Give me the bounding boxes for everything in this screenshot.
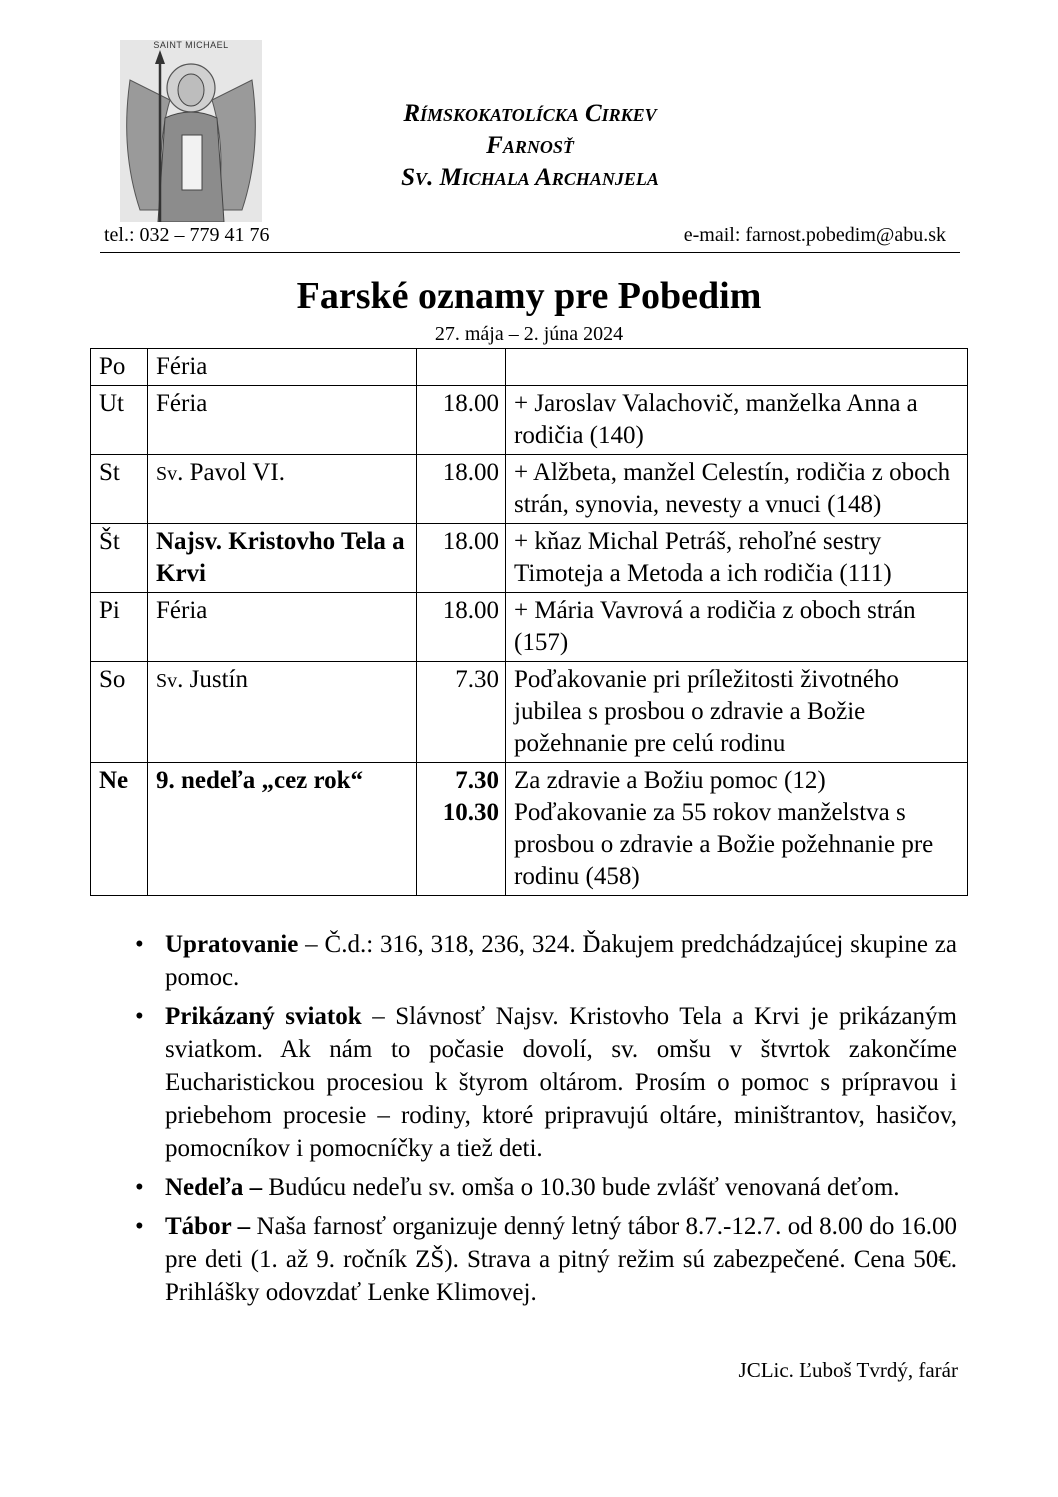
schedule-row [91,386,968,455]
announcement-heading: Upratovanie [165,931,299,958]
bullet-icon: • [135,1213,144,1240]
time-cell [417,763,506,896]
schedule-row [91,455,968,524]
mass-intention: Poďakovanie pri príležitosti životného jubilea s prosbou o zdravie a Božie požehnanie pre celú rodinu [514,666,899,757]
feast-cell [148,455,417,524]
feast-cell [148,593,417,662]
day-cell: Po [91,349,148,386]
header-divider [100,252,960,253]
saint-michael-icon [120,40,262,222]
signature: JCLic. Ľuboš Tvrdý, farár [738,1358,958,1382]
org-line1: Rímskokatolícka Cirkev [403,100,657,127]
org-name [290,98,770,194]
intention-cell [506,524,968,593]
mass-time: 18.00 [442,528,499,555]
mass-intention: + Alžbeta, manžel Celestín, rodičia z oboch strán, synovia, nevesty a vnuci (148) [514,459,951,518]
icon-caption-line1: SAINT MICHAEL [153,40,229,50]
schedule-row [91,763,968,896]
bullet-icon: • [135,1174,144,1201]
schedule-row [91,349,968,386]
time-cell [417,349,506,386]
time-cell [417,524,506,593]
time-cell [417,662,506,763]
feast-cell [148,662,417,763]
mass-time: 18.00 [442,597,499,624]
announcement-heading: Prikázaný sviatok [165,1003,362,1030]
mass-intention: + kňaz Michal Petráš, rehoľné sestry Timoteja a Metoda a ich rodičia (111) [514,528,892,587]
feast-name: Najsv. Kristovho Tela a Krvi [156,528,405,587]
feast-name: . Pavol VI. [177,459,285,486]
announcement-item [135,1171,957,1204]
day-cell: Ne [91,763,148,896]
feast-cell [148,349,417,386]
feast-name: Féria [156,597,208,624]
announcement-text: Naša farnosť organizuje denný letný tábor 8.7.-12.7. od 8.00 do 16.00 pre deti (1. až 9. ročník ZŠ). Strava a pitný režim sú zabezpečené. Cena 50€. Prihlášky odovzdať Lenke Klimovej. [165,1213,957,1306]
mass-intention: Za zdravie a Božiu pomoc (12) [514,767,826,794]
schedule-table [90,348,968,896]
announcement-text: – Č.d.: 316, 318, 236, 324. Ďakujem predchádzajúcej skupine za pomoc. [165,931,957,991]
day-cell: So [91,662,148,763]
feast-name: . Justín [177,666,248,693]
announcement-item [135,1000,957,1165]
feast-cell [148,763,417,896]
feast-name: 9. nedeľa „cez rok“ [156,767,364,794]
schedule-row [91,662,968,763]
day-cell: St [91,455,148,524]
mass-time: 10.30 [442,799,499,826]
mass-intention: + Jaroslav Valachovič, manželka Anna a rodičia (140) [514,390,918,449]
feast-cell [148,386,417,455]
date-range: 27. mája – 2. júna 2024 [434,323,624,345]
intention-cell [506,455,968,524]
feast-prefix: Sv [156,463,178,485]
time-cell [417,455,506,524]
intention-cell [506,593,968,662]
day-cell: Ut [91,386,148,455]
bullet-icon: • [135,931,144,958]
mass-time: 7.30 [455,767,499,794]
feast-prefix: Sv [156,670,178,692]
announcement-item [135,1210,957,1309]
org-line3: Sv. Michala Archanjela [401,164,659,191]
intention-cell [506,662,968,763]
announcement-text: Budúcu nedeľu sv. omša o 10.30 bude zvlášť venovaná deťom. [262,1174,900,1201]
phone: tel.: 032 – 779 41 76 [104,224,270,246]
mass-time: 18.00 [442,390,499,417]
page-title: Farské oznamy pre Pobedim [296,275,762,317]
intention-cell [506,386,968,455]
feast-cell [148,524,417,593]
mass-time: 7.30 [455,666,499,693]
schedule-row [91,524,968,593]
org-line2: Farnosť [486,132,574,159]
intention-cell [506,349,968,386]
day-cell: Pi [91,593,148,662]
email: e-mail: farnost.pobedim@abu.sk [683,224,946,246]
icon-caption [120,40,262,50]
time-cell [417,593,506,662]
mass-time: 18.00 [442,459,499,486]
schedule-row [91,593,968,662]
announcement-heading: Tábor – [165,1213,251,1240]
bullet-icon: • [135,1003,144,1030]
mass-intention: + Mária Vavrová a rodičia z oboch strán (157) [514,597,916,656]
intention-cell [506,763,968,896]
announcements-list [135,928,957,1315]
day-cell: Št [91,524,148,593]
feast-name: Féria [156,390,208,417]
time-cell [417,386,506,455]
announcement-heading: Nedeľa – [165,1174,263,1201]
announcement-item [135,928,957,994]
mass-intention: Poďakovanie za 55 rokov manželstva s prosbou o zdravie a Božie požehnanie pre rodinu (458) [514,799,934,890]
feast-name: Féria [156,353,208,380]
announcement-text: – Slávnosť Najsv. Kristovho Tela a Krvi je prikázaným sviatkom. Ak nám to počasie dovolí, sv. omšu v štvrtok zakončíme Eucharistickou procesiou k štyrom oltárom. Prosím o pomoc s prípravou i priebehom procesie – rodiny, ktoré pripravujú oltáre, miništrantov, hasičov, pomocníkov i pomocníčky a tiež deti. [165,1003,957,1162]
